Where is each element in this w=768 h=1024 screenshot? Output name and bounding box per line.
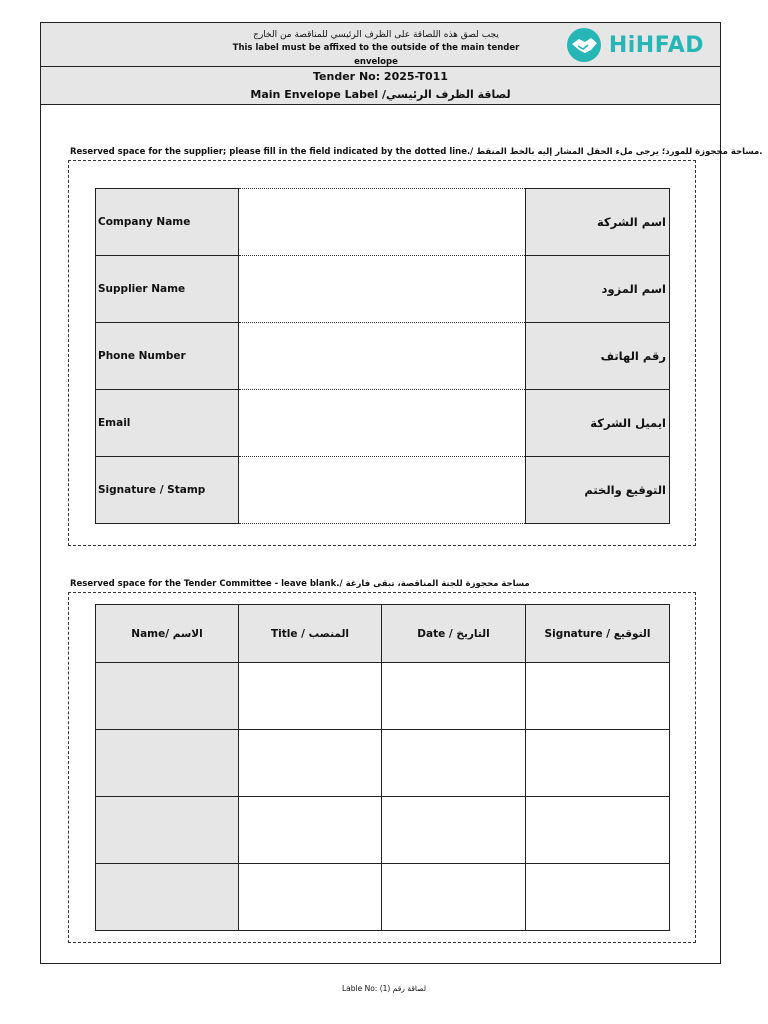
committee-cell[interactable] — [239, 730, 382, 797]
supplier-row — [96, 390, 670, 457]
field-label-ar: اسم المزود — [526, 256, 670, 323]
committee-cell[interactable] — [96, 663, 239, 730]
committee-cell[interactable] — [96, 730, 239, 797]
supplier-row — [96, 189, 670, 256]
field-input-area[interactable] — [239, 390, 526, 457]
handshake-icon — [565, 27, 603, 63]
committee-column-header: Date / التاريخ — [382, 605, 526, 663]
committee-column-header: Signature / التوقيع — [526, 605, 670, 663]
tender-info — [41, 67, 720, 105]
field-label-en: Company Name — [96, 189, 239, 256]
field-label-ar: التوقيع والختم — [526, 457, 670, 524]
supplier-row — [96, 457, 670, 524]
label-number: Lable No: (1) لصاقة رقم — [341, 984, 426, 993]
field-input-area[interactable] — [239, 457, 526, 524]
logo-text: HiHFAD — [608, 32, 704, 58]
committee-cell[interactable] — [382, 864, 526, 931]
committee-cell[interactable] — [382, 797, 526, 864]
committee-column-header: Name/ الاسم — [96, 605, 239, 663]
field-label-en: Signature / Stamp — [96, 457, 239, 524]
field-label-en: Email — [96, 390, 239, 457]
committee-cell[interactable] — [382, 663, 526, 730]
field-label-en: Supplier Name — [96, 256, 239, 323]
committee-table — [95, 604, 670, 931]
committee-cell[interactable] — [526, 864, 670, 931]
field-input-area[interactable] — [239, 189, 526, 256]
committee-cell[interactable] — [239, 864, 382, 931]
field-label-ar: اسم الشركة — [526, 189, 670, 256]
committee-cell[interactable] — [239, 797, 382, 864]
instruction-arabic: يجب لصق هذه اللصاقة على الظرف الرئيسي للمناقصة من الخارج — [253, 30, 499, 40]
field-label-ar: ايميل الشركة — [526, 390, 670, 457]
tender-number: Tender No: 2025-T011 — [313, 70, 448, 83]
field-input-area[interactable] — [239, 323, 526, 390]
committee-row — [96, 730, 670, 797]
field-label-en: Phone Number — [96, 323, 239, 390]
committee-cell[interactable] — [96, 864, 239, 931]
committee-row — [96, 663, 670, 730]
field-label-ar: رقم الهاتف — [526, 323, 670, 390]
instruction-block — [211, 29, 541, 69]
header-bar — [41, 23, 720, 67]
supplier-row — [96, 256, 670, 323]
field-input-area[interactable] — [239, 256, 526, 323]
committee-caption: Reserved space for the Tender Committee - leave blank./ مساحة محجوزة للجنة المناقصة، تبقى فارغة — [70, 579, 530, 589]
committee-row — [96, 864, 670, 931]
committee-column-header: Title / المنصب — [239, 605, 382, 663]
supplier-table — [95, 188, 670, 524]
committee-cell[interactable] — [526, 730, 670, 797]
tender-title: Main Envelope Label /لصاقة الظرف الرئيسي — [250, 88, 511, 101]
committee-cell[interactable] — [526, 663, 670, 730]
committee-cell[interactable] — [96, 797, 239, 864]
committee-cell[interactable] — [526, 797, 670, 864]
logo — [565, 27, 704, 63]
instruction-english: This label must be affixed to the outside of the main tender envelope — [232, 43, 520, 67]
supplier-row — [96, 323, 670, 390]
committee-row — [96, 797, 670, 864]
committee-cell[interactable] — [239, 663, 382, 730]
supplier-caption: Reserved space for the supplier; please fill in the field indicated by the dotted line./ مساحة محجوزة للمورد؛ يرجى ملء الحقل المشار إليه بالخط المنقط. — [70, 147, 763, 157]
committee-cell[interactable] — [382, 730, 526, 797]
